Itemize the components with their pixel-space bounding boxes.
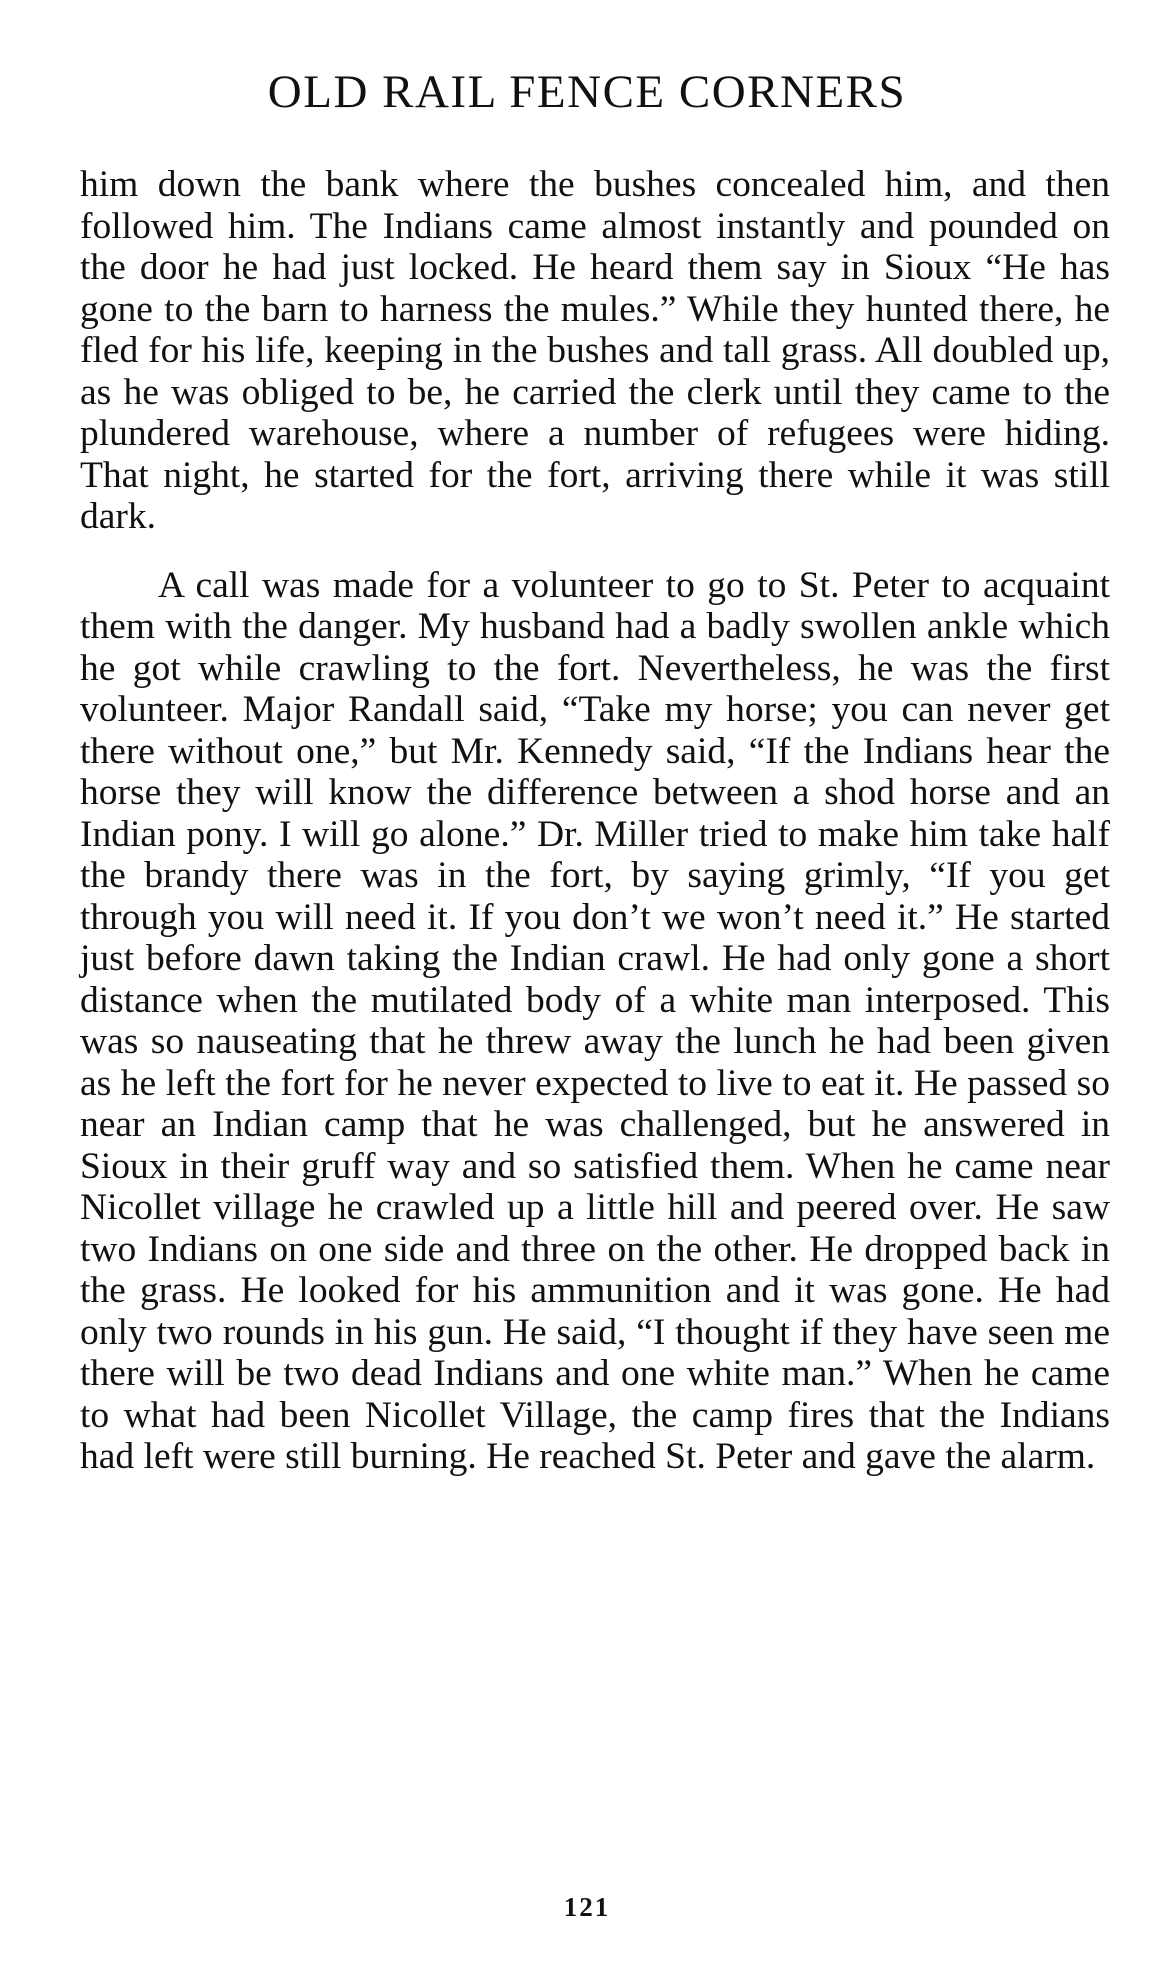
paragraph-1: him down the bank where the bushes concealed him, and then followed him. The Indians came almost instantly and pounded on the door he had just locked. He heard them say in Sioux “He has gone to the barn to harness the mules.” While they hunted there, he fled for his life, keeping in the bushes and tall grass. All doubled up, as he was obliged to be, he carried the clerk until they came to the plundered warehouse, where a number of refugees were hiding. That night, he started for the fort, arriving there while it was still dark. (80, 164, 1110, 537)
body-text (80, 164, 1110, 1478)
page-number: 121 (563, 1892, 611, 1922)
running-head-title: OLD RAIL FENCE CORNERS (267, 66, 907, 118)
paragraph-2: A call was made for a volunteer to go to St. Peter to acquaint them with the danger. My husband had a badly swollen ankle which he got while crawling to the fort. Nevertheless, he was the first volunteer. Major Randall said, “Take my horse; you can never get there without one,” but Mr. Kennedy said, “If the Indians hear the horse they will know the difference between a shod horse and an Indian pony. I will go alone.” Dr. Miller tried to make him take half the brandy there was in the fort, by saying grimly, “If you get through you will need it. If you don’t we won’t need it.” He started just before dawn taking the Indian crawl. He had only gone a short distance when the mutilated body of a white man interposed. This was so nauseating that he threw away the lunch he had been given as he left the fort for he never expected to live to eat it. He passed so near an Indian camp that he was challenged, but he answered in Sioux in their gruff way and so satisfied them. When he came near Nicollet village he crawled up a little hill and peered over. He saw two Indians on one side and three on the other. He dropped back in the grass. He looked for his ammunition and it was gone. He had only two rounds in his gun. He said, “I thought if they have seen me there will be two dead Indians and one white man.” When he came to what had been Nicollet Village, the camp fires that the Indians had left were still burning. He reached St. Peter and gave the alarm. (80, 564, 1110, 1477)
